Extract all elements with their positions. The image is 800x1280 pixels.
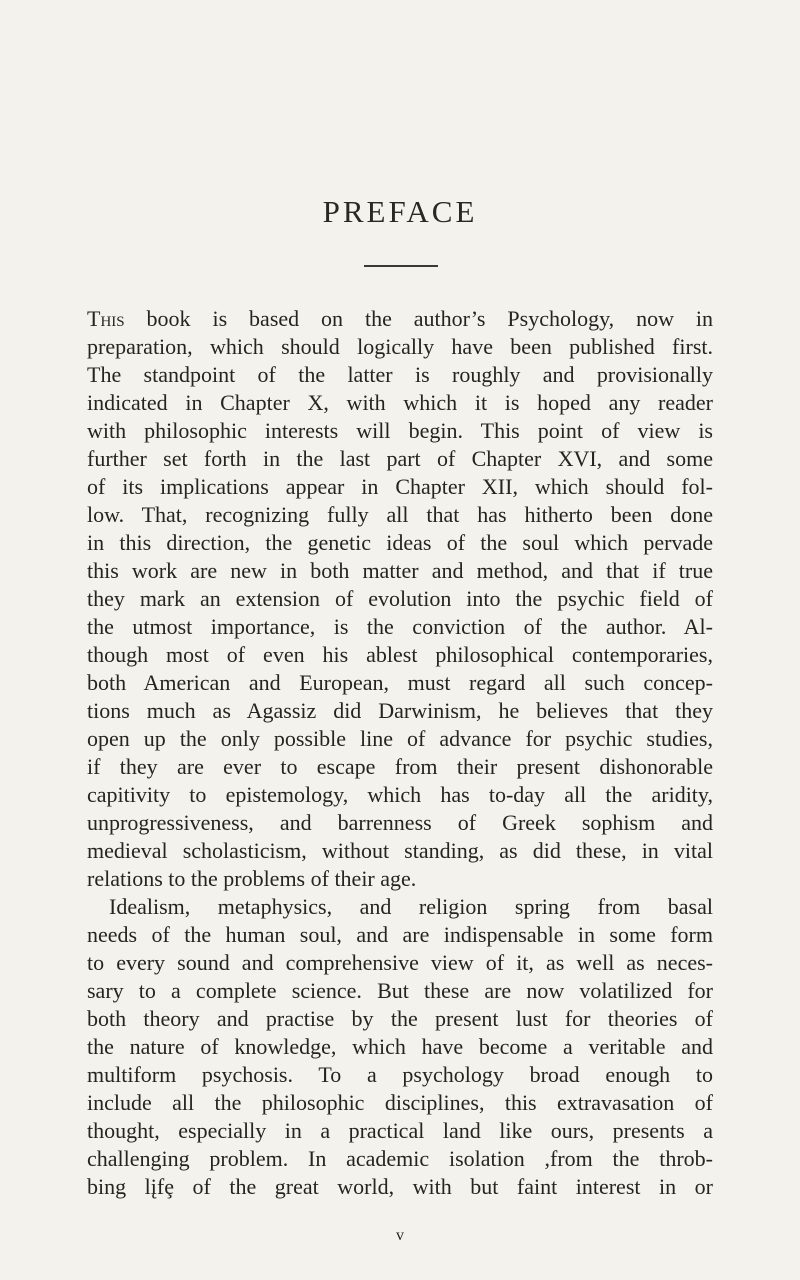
text-line: if they are ever to escape from their present dishonorable (87, 754, 713, 779)
text-line: medieval scholasticism, without standing, as did these, in vital (87, 838, 713, 863)
text-line: both theory and practise by the present lust for theories of (87, 1006, 713, 1031)
text-line: further set forth in the last part of Chapter XVI, and some (87, 446, 713, 471)
text-line: The standpoint of the latter is roughly and provisionally (87, 362, 713, 387)
paragraph-1 (87, 305, 713, 893)
text-line: bing lįfȩ of the great world, with but faint interest in or (87, 1174, 713, 1199)
text-line: in this direction, the genetic ideas of the soul which pervade (87, 530, 713, 555)
text-line: open up the only possible line of advance for psychic studies, (87, 726, 713, 751)
text-line: Idealism, metaphysics, and religion spring from basal (109, 894, 713, 919)
text-line: needs of the human soul, and are indispensable in some form (87, 922, 713, 947)
text-line: thought, especially in a practical land like ours, presents a (87, 1118, 713, 1143)
opening-word: This (87, 306, 125, 331)
page-title: PREFACE (322, 194, 478, 229)
text-line: with philosophic interests will begin. This point of view is (87, 418, 713, 443)
text-line: low. That, recognizing fully all that has hitherto been done (87, 502, 713, 527)
text-line: of its implications appear in Chapter XII, which should fol- (87, 474, 713, 499)
text-line: this work are new in both matter and method, and that if true (87, 558, 713, 583)
text-line: tions much as Agassiz did Darwinism, he believes that they (87, 698, 713, 723)
text-line: unprogressiveness, and barrenness of Greek sophism and (87, 810, 713, 835)
text-line: both American and European, must regard all such concep- (87, 670, 713, 695)
body-text (87, 305, 713, 1201)
text-line: the nature of knowledge, which have become a veritable and (87, 1034, 713, 1059)
text-line: relations to the problems of their age. (87, 866, 417, 891)
title-rule (364, 265, 438, 267)
text-line: capitivity to epistemology, which has to-day all the aridity, (87, 782, 713, 807)
text-line: preparation, which should logically have been published first. (87, 334, 713, 359)
text-line: to every sound and comprehensive view of it, as well as neces- (87, 950, 713, 975)
text-line: challenging problem. In academic isolation ,from the throb- (87, 1146, 713, 1171)
text-line: multiform psychosis. To a psychology broad enough to (87, 1062, 713, 1087)
text-line: indicated in Chapter X, with which it is hoped any reader (87, 390, 713, 415)
text-line: include all the philosophic disciplines, this extravasation of (87, 1090, 713, 1115)
text-line: the utmost importance, is the conviction of the author. Al- (87, 614, 713, 639)
page-number: v (396, 1227, 404, 1244)
text-line: This book is based on the author’s Psychology, now in (87, 306, 713, 331)
text-line: they mark an extension of evolution into the psychic field of (87, 586, 713, 611)
text-line: though most of even his ablest philosophical contemporaries, (87, 642, 713, 667)
paragraph-2 (87, 893, 713, 1201)
text-line: sary to a complete science. But these are now volatilized for (87, 978, 713, 1003)
